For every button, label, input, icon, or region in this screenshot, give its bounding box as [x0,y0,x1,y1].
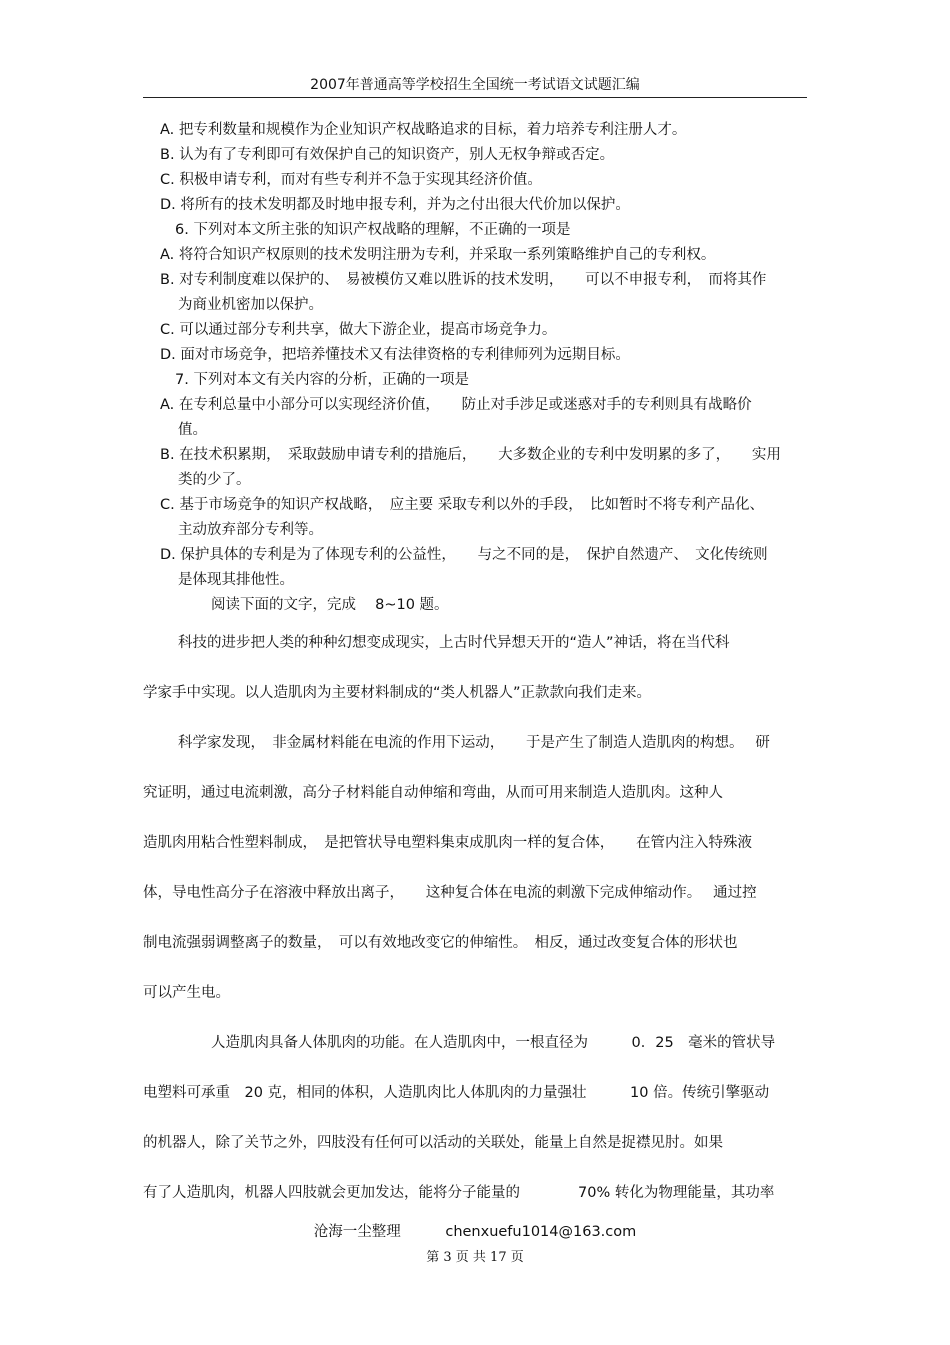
page-number: 第 3 页 共 17 页 [426,1250,524,1265]
text-line: 学家手中实现。以人造肌肉为主要材料制成的“类人机器人”正款款向我们走来。 [143,685,652,701]
text-line: D. 将所有的技术发明都及时地申报专利，并为之付出很大代价加以保护。 [160,197,630,213]
text-line: 为商业机密加以保护。 [178,297,323,313]
text-line: 值。 [178,422,207,438]
text-line: C. 可以通过部分专利共享，做大下游企业，提高市场竞争力。 [160,322,557,338]
footer-credit [0,1223,950,1241]
text-line: D. 保护具体的专利是为了体现专利的公益性， 与之不同的是， 保护自然遗产、 文化传统则 [160,547,768,563]
text-line: 主动放弃部分专利等。 [178,522,323,538]
text-line: 究证明，通过电流刺激，高分子材料能自动伸缩和弯曲，从而可用来制造人造肌肉。这种人 [143,785,723,801]
text-line: 的机器人，除了关节之外，四肢没有任何可以活动的关联处，能量上自然是捉襟见肘。如果 [143,1135,723,1151]
text-line: 人造肌肉具备人体肌肉的功能。在人造肌肉中，一根直径为 0．25 毫米的管状导 [211,1035,776,1051]
text-line: 体，导电性高分子在溶液中释放出离子， 这种复合体在电流的刺激下完成伸缩动作。 通过控 [143,885,757,901]
text-line: 7. 下列对本文有关内容的分析，正确的一项是 [175,372,469,388]
text-line: 电塑料可承重 20 克，相同的体积，人造肌肉比人体肌肉的力量强壮 10 倍。传统引擎驱动 [143,1085,770,1101]
text-line: A. 将符合知识产权原则的技术发明注册为专利，并采取一系列策略维护自己的专利权。 [160,247,716,263]
text-line: 6. 下列对本文所主张的知识产权战略的理解，不正确的一项是 [175,222,571,238]
text-line: B. 认为有了专利即可有效保护自己的知识资产，别人无权争辩或否定。 [160,147,615,163]
text-line: 可以产生电。 [143,985,230,1001]
text-line: 类的少了。 [178,472,251,488]
page-header-title: 2007年普通高等学校招生全国统一考试语文试题汇编 [310,77,640,93]
text-line: A. 把专利数量和规模作为企业知识产权战略追求的目标，着力培养专利注册人才。 [160,122,687,138]
header-divider [143,97,807,98]
text-line: A. 在专利总量中小部分可以实现经济价值， 防止对手涉足或迷惑对手的专利则具有战略价 [160,397,752,413]
text-line: 造肌肉用粘合性塑料制成， 是把管状导电塑料集束成肌肉一样的复合体， 在管内注入特殊液 [143,835,752,851]
text-line: B. 在技术积累期， 采取鼓励申请专利的措施后， 大多数企业的专利中发明累的多了， 实用 [160,447,781,463]
text-line: 有了人造肌肉，机器人四肢就会更加发达，能将分子能量的 70% 转化为物理能量，其功率 [143,1185,775,1201]
text-line: 科技的进步把人类的种种幻想变成现实，上古时代异想天开的“造人”神话，将在当代科 [178,635,730,651]
text-line: 阅读下面的文字，完成 8~10 题。 [211,597,449,613]
text-line: 是体现其排他性。 [178,572,294,588]
text-line: C. 积极申请专利，而对有些专利并不急于实现其经济价值。 [160,172,542,188]
footer-compiler: 沧海一尘整理 [313,1224,401,1240]
text-line: 科学家发现， 非金属材料能在电流的作用下运动， 于是产生了制造人造肌肉的构想。 研 [178,735,770,751]
text-line: B. 对专利制度难以保护的、 易被模仿又难以胜诉的技术发明， 可以不申报专利， 而将其作 [160,272,767,288]
text-line: D. 面对市场竞争，把培养懂技术又有法律资格的专利律师列为远期目标。 [160,347,630,363]
footer-email: chenxuefu1014@163.com [445,1224,637,1240]
text-line: C. 基于市场竞争的知识产权战略， 应主要 采取专利以外的手段， 比如暂时不将专利产品化、 [160,497,764,513]
text-line: 制电流强弱调整离子的数量， 可以有效地改变它的伸缩性。 相反，通过改变复合体的形状也 [143,935,738,951]
